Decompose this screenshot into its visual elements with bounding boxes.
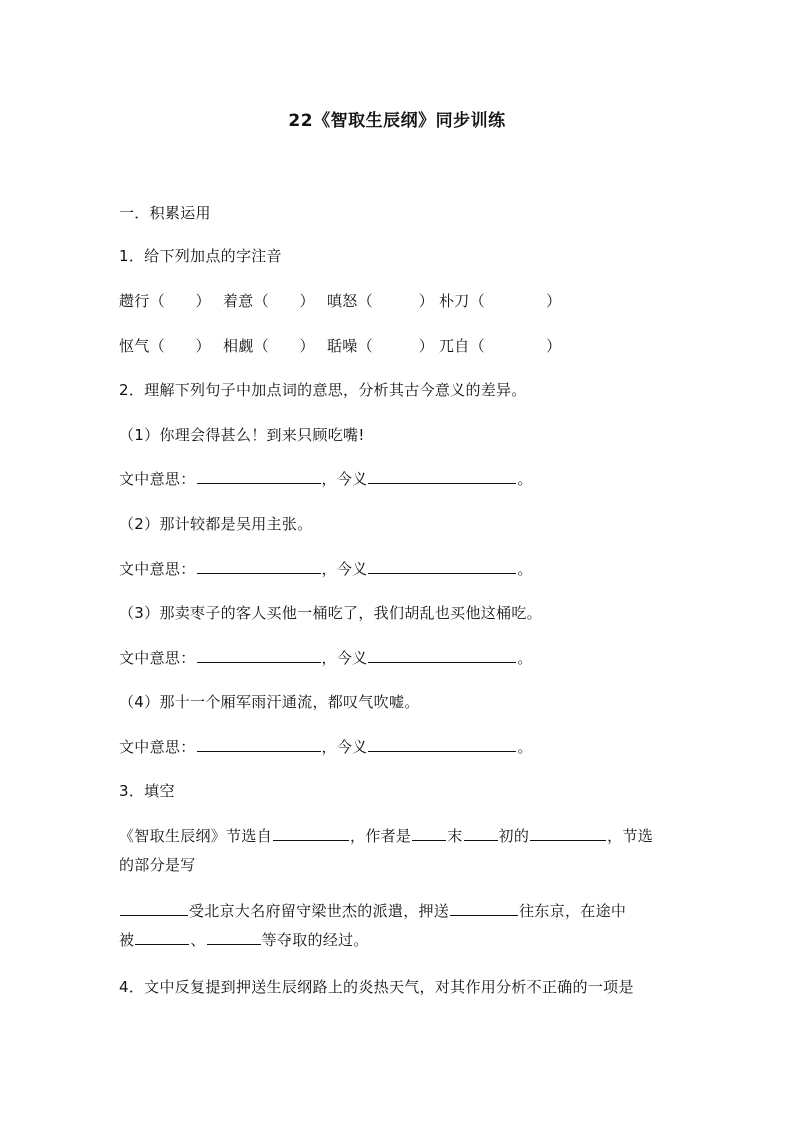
answer-line-1 [119,468,533,490]
section-heading: 一．积累运用 [119,204,211,222]
pinyin-item: 嗔怒（ ） [327,292,435,310]
page-title: 22《智取生辰纲》同步训练 [288,111,506,131]
pinyin-item: 兀自（ ） [439,337,562,355]
answer-line-4 [119,736,533,758]
blank-field[interactable] [450,900,518,916]
blank-field[interactable] [368,736,516,752]
answer-line-3 [119,647,533,669]
answer-mid: ，今义 [321,738,368,756]
answer-prefix: 文中意思： [119,649,196,667]
question-4-label: 4．文中反复提到押送生辰纲路上的炎热天气，对其作用分析不正确的一项是 [119,978,634,996]
question-2-sentence-2: （2）那计较都是吴用主张。 [119,515,313,533]
question-3-line-2: 的部分是写 [119,856,196,874]
answer-end: 。 [517,649,533,667]
blank-field[interactable] [530,825,606,841]
fill-text: ，节选 [607,827,654,845]
blank-field[interactable] [120,900,188,916]
fill-text: 、 [190,931,206,949]
blank-field[interactable] [207,929,261,945]
question-3-line-1 [119,825,653,847]
answer-mid: ，今义 [321,560,368,578]
blank-field[interactable] [273,825,349,841]
question-1-row-2 [119,335,561,357]
pinyin-item: 趱行（ ） [119,292,211,310]
pinyin-item: 怄气（ ） [119,337,211,355]
question-3-label: 3．填空 [119,782,175,800]
fill-text: ，作者是 [350,827,412,845]
question-2-sentence-3: （3）那卖枣子的客人买他一桶吃了，我们胡乱也买他这桶吃。 [119,604,542,622]
answer-prefix: 文中意思： [119,470,196,488]
question-1-row-1 [119,290,561,312]
blank-field[interactable] [197,468,321,484]
fill-text: 往东京，在途中 [519,902,627,920]
answer-end: 。 [517,470,533,488]
answer-line-2 [119,558,533,580]
question-2-label: 2．理解下列句子中加点词的意思，分析其古今意义的差异。 [119,381,527,399]
fill-text: 等夺取的经过。 [261,931,369,949]
fill-text: 初的 [498,827,530,845]
blank-field[interactable] [135,929,189,945]
answer-mid: ，今义 [321,470,368,488]
blank-field[interactable] [464,825,498,841]
pinyin-item: 着意（ ） [223,292,315,310]
question-3-line-4 [119,929,369,951]
answer-mid: ，今义 [321,649,368,667]
fill-text: 《智取生辰纲》节选自 [119,827,273,845]
question-2-sentence-4: （4）那十一个厢军雨汗通流，都叹气吹嘘。 [119,693,420,711]
pinyin-item: 朴刀（ ） [439,292,562,310]
blank-field[interactable] [368,558,516,574]
answer-prefix: 文中意思： [119,560,196,578]
blank-field[interactable] [368,468,516,484]
fill-text: 受北京大名府留守梁世杰的派遣，押送 [189,902,450,920]
pinyin-item: 聒噪（ ） [327,337,435,355]
blank-field[interactable] [197,736,321,752]
fill-text: 被 [119,931,135,949]
answer-end: 。 [517,738,533,756]
question-2-sentence-1: （1）你理会得甚么！到来只顾吃嘴! [119,426,365,444]
blank-field[interactable] [197,647,321,663]
blank-field[interactable] [197,558,321,574]
answer-end: 。 [517,560,533,578]
answer-prefix: 文中意思： [119,738,196,756]
blank-field[interactable] [368,647,516,663]
question-1-label: 1．给下列加点的字注音 [119,247,282,265]
pinyin-item: 相觑（ ） [223,337,315,355]
question-3-line-3 [119,900,626,922]
blank-field[interactable] [412,825,446,841]
fill-text: 末 [447,827,463,845]
